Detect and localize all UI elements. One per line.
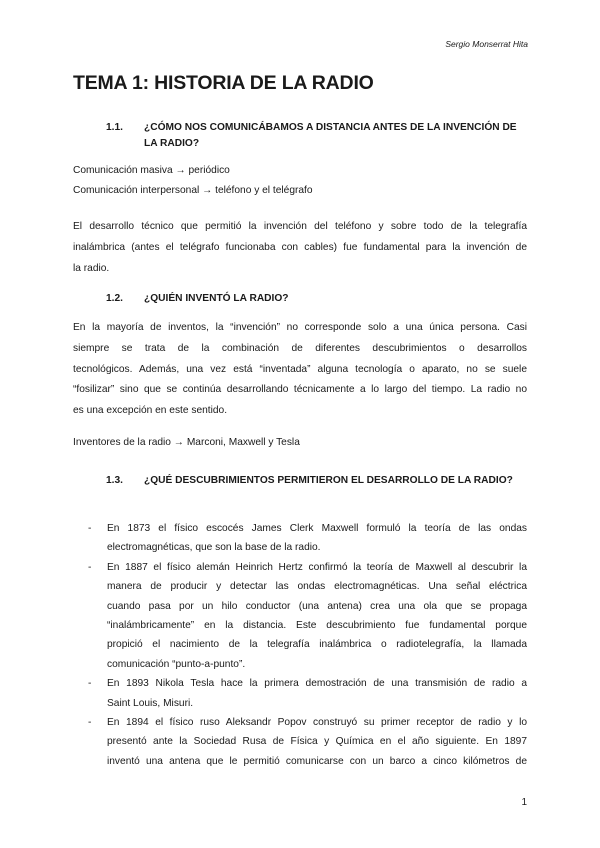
list-item-line: En 1893 Nikola Tesla hace la primera demostración de una transmisión de radio a xyxy=(107,678,527,690)
list-item xyxy=(88,519,527,558)
paragraph-line: El desarrollo técnico que permitió la invención del teléfono y sobre todo de la telegrafía xyxy=(73,221,527,232)
comm-masiva: Comunicación masiva → periódico xyxy=(73,165,230,176)
list-item xyxy=(88,713,527,771)
list-item xyxy=(88,558,527,674)
list-bullet: - xyxy=(88,678,92,690)
section-title: ¿CÓMO NOS COMUNICÁBAMOS A DISTANCIA ANTES DE LA INVENCIÓN DE LA RADIO? xyxy=(144,122,517,149)
list-item-line: comunicación “punto-a-punto”. xyxy=(107,658,246,670)
inventors-line: Inventores de la radio → Marconi, Maxwell y Tesla xyxy=(73,437,300,448)
section-number: 1.2. xyxy=(106,293,123,304)
paragraph-line: En la mayoría de inventos, la “invención” no corresponde solo a una única persona. Casi xyxy=(73,322,527,333)
list-item-line: manera de producir y detectar las ondas electromagnéticas. Una señal eléctrica xyxy=(107,581,527,593)
section-number: 1.1. xyxy=(106,122,123,133)
page-title: TEMA 1: HISTORIA DE LA RADIO xyxy=(73,72,374,94)
list-item-line: Saint Louis, Misuri. xyxy=(107,697,194,709)
discoveries-list xyxy=(88,519,527,771)
header-author: Sergio Monserrat Hita xyxy=(445,39,528,49)
list-item-line: inventó una antena que le permitió comunicarse con un barco a cinco kilómetros de xyxy=(107,755,527,767)
paragraph-line: es una excepción en este sentido. xyxy=(73,405,228,417)
paragraph-line: siempre se trata de la combinación de diferentes descubrimientos o desarrollos xyxy=(73,342,527,354)
list-item-line: cuando pasa por un hilo conductor (una antena) crea una ola que se propaga xyxy=(107,600,527,612)
section-title: ¿QUIÉN INVENTÓ LA RADIO? xyxy=(144,293,289,304)
list-item xyxy=(88,674,527,713)
section-1-1-heading xyxy=(106,120,526,152)
paragraph-line: la radio. xyxy=(73,262,110,274)
list-bullet: - xyxy=(88,717,92,729)
list-item-line: electromagnéticas, que son la base de la radio. xyxy=(107,542,321,554)
list-bullet: - xyxy=(88,561,92,573)
paragraph-line: inalámbrica (antes el telégrafo funcionaba con cables) fue fundamental para la invención de xyxy=(73,241,527,253)
list-item-line: En 1894 el físico ruso Aleksandr Popov construyó su primer receptor de radio y lo xyxy=(107,717,527,729)
page-number: 1 xyxy=(521,797,527,808)
comm-interpersonal: Comunicación interpersonal → teléfono y el telégrafo xyxy=(73,185,313,196)
section-1-3-heading xyxy=(106,473,526,489)
section-1-2-heading xyxy=(106,291,526,307)
section-number: 1.3. xyxy=(106,475,123,486)
list-item-line: En 1873 el físico escocés James Clerk Maxwell formuló la teoría de las ondas xyxy=(107,523,527,534)
paragraph-line: “fosilizar” sino que se continúa desarrollando técnicamente a lo largo del tiempo. La radio no xyxy=(73,384,527,396)
paragraph-line: tecnológicos. Además, una vez está “inventada” alguna tecnología o aparato, no se suele xyxy=(73,363,527,375)
section-title: ¿QUÉ DESCUBRIMIENTOS PERMITIERON EL DESARROLLO DE LA RADIO? xyxy=(144,475,513,486)
paragraph-invencion xyxy=(73,318,527,422)
paragraph-telegrafia xyxy=(73,217,527,279)
list-bullet: - xyxy=(88,523,92,534)
list-item-line: En 1887 el físico alemán Heinrich Hertz confirmó la teoría de Maxwell al descubrir la xyxy=(107,561,527,573)
list-item-line: propició el nacimiento de la telegrafía inalámbrica o radiotelegrafía, la llamada xyxy=(107,639,527,651)
list-item-line: presentó ante la Sociedad Rusa de Física y Química en el año siguiente. En 1897 xyxy=(107,736,527,748)
list-item-line: “inalámbricamente” en la distancia. Este descubrimiento fue fundamental porque xyxy=(107,620,527,632)
